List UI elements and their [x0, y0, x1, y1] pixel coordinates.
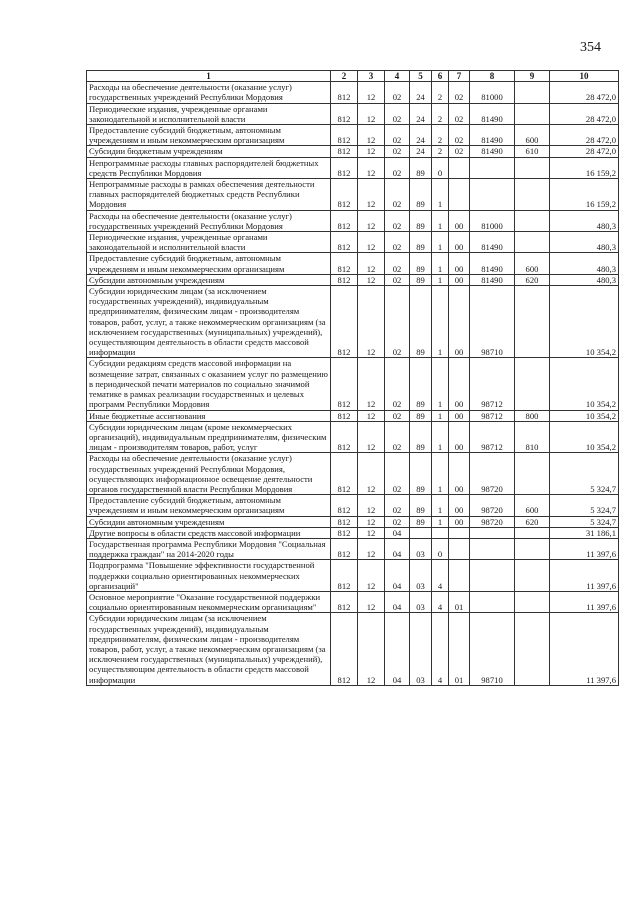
amount-cell: 16 159,2 [550, 157, 619, 178]
program-cell: 03 [410, 560, 432, 592]
section-cell: 12 [358, 495, 385, 516]
amount-cell: 28 472,0 [550, 82, 619, 103]
ministry-code-cell: 812 [331, 179, 358, 211]
row-name-cell: Предоставление субсидий бюджетным, автономным учреждениям и иным некоммерческим организациям [87, 495, 331, 516]
row-name-cell: Субсидии юридическим лицам (кроме некоммерческих организаций), индивидуальным предпринимателям, физическим лицам - производителям товаров, работ, услуг [87, 421, 331, 453]
table-body [87, 82, 619, 686]
table-row [87, 453, 619, 495]
subprogram-cell: 0 [432, 538, 449, 559]
ministry-code-cell: 812 [331, 210, 358, 231]
row-name-cell: Непрограммные расходы главных распорядителей бюджетных средств Республики Мордовия [87, 157, 331, 178]
program-cell: 89 [410, 253, 432, 274]
table-row [87, 157, 619, 178]
expense-code-cell: 81000 [470, 210, 515, 231]
row-name-cell: Основное мероприятие "Оказание государственной поддержки социально ориентированным некоммерческим организациям" [87, 591, 331, 612]
event-cell: 00 [449, 495, 470, 516]
expense-code-cell: 98720 [470, 495, 515, 516]
event-cell: 00 [449, 453, 470, 495]
ministry-code-cell: 812 [331, 410, 358, 421]
program-cell: 89 [410, 210, 432, 231]
subprogram-cell: 1 [432, 358, 449, 410]
event-cell [449, 560, 470, 592]
expense-type-cell [515, 591, 550, 612]
table-row [87, 421, 619, 453]
amount-cell: 5 324,7 [550, 516, 619, 527]
amount-cell: 28 472,0 [550, 103, 619, 124]
ministry-code-cell: 812 [331, 146, 358, 157]
amount-cell: 480,3 [550, 210, 619, 231]
expense-code-cell [470, 560, 515, 592]
row-name-cell: Предоставление субсидий бюджетным, автономным учреждениям и иным некоммерческим организациям [87, 253, 331, 274]
ministry-code-cell: 812 [331, 286, 358, 358]
row-name-cell: Расходы на обеспечение деятельности (оказание услуг) государственных учреждений Республики Мордовия [87, 82, 331, 103]
row-name-cell: Периодические издания, учрежденные органами законодательной и исполнительной власти [87, 103, 331, 124]
column-header: 1 [87, 71, 331, 82]
column-header: 5 [410, 71, 432, 82]
section-cell: 12 [358, 157, 385, 178]
table-row [87, 538, 619, 559]
amount-cell: 5 324,7 [550, 495, 619, 516]
event-cell: 00 [449, 410, 470, 421]
program-cell: 24 [410, 103, 432, 124]
ministry-code-cell: 812 [331, 453, 358, 495]
subsection-cell: 02 [385, 82, 410, 103]
section-cell: 12 [358, 146, 385, 157]
ministry-code-cell: 812 [331, 527, 358, 538]
expense-type-cell [515, 613, 550, 685]
expense-code-cell: 98720 [470, 453, 515, 495]
expense-type-cell: 610 [515, 146, 550, 157]
program-cell: 89 [410, 232, 432, 253]
ministry-code-cell: 812 [331, 613, 358, 685]
subprogram-cell: 1 [432, 495, 449, 516]
subprogram-cell: 1 [432, 410, 449, 421]
event-cell [449, 179, 470, 211]
amount-cell: 11 397,6 [550, 591, 619, 612]
subprogram-cell: 2 [432, 103, 449, 124]
event-cell [449, 527, 470, 538]
program-cell: 03 [410, 591, 432, 612]
subsection-cell: 04 [385, 560, 410, 592]
subprogram-cell: 1 [432, 453, 449, 495]
amount-cell: 28 472,0 [550, 125, 619, 146]
column-header: 6 [432, 71, 449, 82]
row-name-cell: Непрограммные расходы в рамках обеспечения деятельности главных распорядителей бюджетных средств Республики Мордовия [87, 179, 331, 211]
expense-type-cell [515, 527, 550, 538]
amount-cell: 11 397,6 [550, 538, 619, 559]
expense-type-cell [515, 453, 550, 495]
subsection-cell: 04 [385, 538, 410, 559]
subsection-cell: 04 [385, 527, 410, 538]
section-cell: 12 [358, 358, 385, 410]
subsection-cell: 02 [385, 495, 410, 516]
subsection-cell: 02 [385, 516, 410, 527]
event-cell [449, 538, 470, 559]
program-cell: 89 [410, 421, 432, 453]
section-cell: 12 [358, 421, 385, 453]
event-cell: 02 [449, 82, 470, 103]
subsection-cell: 02 [385, 157, 410, 178]
section-cell: 12 [358, 232, 385, 253]
table-row [87, 358, 619, 410]
event-cell: 02 [449, 125, 470, 146]
ministry-code-cell: 812 [331, 274, 358, 285]
program-cell: 89 [410, 274, 432, 285]
subprogram-cell: 2 [432, 82, 449, 103]
row-name-cell: Периодические издания, учрежденные органами законодательной и исполнительной власти [87, 232, 331, 253]
row-name-cell: Государственная программа Республики Мордовия "Социальная поддержка граждан" на 2014-2020 годы [87, 538, 331, 559]
expense-type-cell [515, 358, 550, 410]
ministry-code-cell: 812 [331, 421, 358, 453]
expense-type-cell [515, 232, 550, 253]
amount-cell: 11 397,6 [550, 560, 619, 592]
expense-type-cell [515, 103, 550, 124]
subsection-cell: 02 [385, 421, 410, 453]
subsection-cell: 02 [385, 358, 410, 410]
amount-cell: 5 324,7 [550, 453, 619, 495]
subprogram-cell: 1 [432, 274, 449, 285]
subsection-cell: 02 [385, 232, 410, 253]
expense-type-cell: 810 [515, 421, 550, 453]
subsection-cell: 02 [385, 210, 410, 231]
expense-type-cell [515, 286, 550, 358]
expense-code-cell [470, 157, 515, 178]
ministry-code-cell: 812 [331, 103, 358, 124]
column-header: 9 [515, 71, 550, 82]
table-row [87, 125, 619, 146]
table-row [87, 82, 619, 103]
program-cell: 89 [410, 516, 432, 527]
row-name-cell: Субсидии юридическим лицам (за исключением государственных учреждений), индивидуальным предпринимателям, физическим лицам - производителям товаров, работ, услуг, а также некоммерческим организациям (за исключением государственных (муниципальных) учреждений), осуществляющим деятельность в области средств массовой информации [87, 286, 331, 358]
amount-cell: 31 186,1 [550, 527, 619, 538]
program-cell: 89 [410, 495, 432, 516]
table-row [87, 495, 619, 516]
subsection-cell: 02 [385, 410, 410, 421]
section-cell: 12 [358, 410, 385, 421]
expense-code-cell: 98710 [470, 286, 515, 358]
expense-code-cell [470, 527, 515, 538]
ministry-code-cell: 812 [331, 232, 358, 253]
amount-cell: 10 354,2 [550, 286, 619, 358]
subprogram-cell: 1 [432, 421, 449, 453]
amount-cell: 10 354,2 [550, 410, 619, 421]
expense-type-cell: 800 [515, 410, 550, 421]
event-cell [449, 157, 470, 178]
ministry-code-cell: 812 [331, 591, 358, 612]
program-cell: 24 [410, 146, 432, 157]
column-header: 4 [385, 71, 410, 82]
ministry-code-cell: 812 [331, 82, 358, 103]
table-row [87, 410, 619, 421]
section-cell: 12 [358, 253, 385, 274]
section-cell: 12 [358, 613, 385, 685]
subsection-cell: 04 [385, 613, 410, 685]
program-cell: 89 [410, 410, 432, 421]
expense-type-cell: 600 [515, 125, 550, 146]
budget-table [86, 70, 619, 686]
column-header: 10 [550, 71, 619, 82]
expense-code-cell: 98720 [470, 516, 515, 527]
ministry-code-cell: 812 [331, 560, 358, 592]
expense-code-cell: 81490 [470, 232, 515, 253]
subprogram-cell: 1 [432, 253, 449, 274]
event-cell: 00 [449, 516, 470, 527]
expense-code-cell: 81490 [470, 274, 515, 285]
subprogram-cell [432, 527, 449, 538]
ministry-code-cell: 812 [331, 516, 358, 527]
event-cell: 01 [449, 591, 470, 612]
expense-type-cell [515, 179, 550, 211]
program-cell: 89 [410, 453, 432, 495]
expense-type-cell [515, 560, 550, 592]
event-cell: 00 [449, 421, 470, 453]
expense-code-cell [470, 179, 515, 211]
row-name-cell: Субсидии автономным учреждениям [87, 516, 331, 527]
row-name-cell: Другие вопросы в области средств массовой информации [87, 527, 331, 538]
subsection-cell: 02 [385, 103, 410, 124]
table-row [87, 179, 619, 211]
ministry-code-cell: 812 [331, 157, 358, 178]
expense-code-cell: 81490 [470, 253, 515, 274]
section-cell: 12 [358, 516, 385, 527]
event-cell: 00 [449, 358, 470, 410]
program-cell [410, 527, 432, 538]
subsection-cell: 04 [385, 591, 410, 612]
amount-cell: 28 472,0 [550, 146, 619, 157]
program-cell: 89 [410, 157, 432, 178]
event-cell: 01 [449, 613, 470, 685]
expense-code-cell: 81490 [470, 146, 515, 157]
table-row [87, 560, 619, 592]
section-cell: 12 [358, 538, 385, 559]
program-cell: 03 [410, 538, 432, 559]
event-cell: 00 [449, 286, 470, 358]
row-name-cell: Расходы на обеспечение деятельности (оказание услуг) государственных учреждений Республики Мордовия, осуществляющих информационное освещение деятельности органов государственной власти Республики Мордовия [87, 453, 331, 495]
table-row [87, 274, 619, 285]
expense-code-cell [470, 538, 515, 559]
table-row [87, 253, 619, 274]
expense-code-cell: 98712 [470, 421, 515, 453]
event-cell: 00 [449, 274, 470, 285]
row-name-cell: Иные бюджетные ассигнования [87, 410, 331, 421]
table-row [87, 613, 619, 685]
event-cell: 00 [449, 232, 470, 253]
expense-type-cell [515, 210, 550, 231]
amount-cell: 16 159,2 [550, 179, 619, 211]
program-cell: 89 [410, 358, 432, 410]
table-row [87, 516, 619, 527]
subprogram-cell: 4 [432, 613, 449, 685]
amount-cell: 480,3 [550, 274, 619, 285]
subprogram-cell: 2 [432, 125, 449, 146]
subprogram-cell: 4 [432, 591, 449, 612]
subprogram-cell: 1 [432, 516, 449, 527]
program-cell: 24 [410, 82, 432, 103]
expense-type-cell [515, 538, 550, 559]
section-cell: 12 [358, 210, 385, 231]
subprogram-cell: 0 [432, 157, 449, 178]
subprogram-cell: 1 [432, 232, 449, 253]
ministry-code-cell: 812 [331, 538, 358, 559]
table-row [87, 232, 619, 253]
ministry-code-cell: 812 [331, 495, 358, 516]
column-header: 8 [470, 71, 515, 82]
amount-cell: 10 354,2 [550, 358, 619, 410]
section-cell: 12 [358, 179, 385, 211]
table-row [87, 591, 619, 612]
expense-code-cell: 98712 [470, 358, 515, 410]
event-cell: 02 [449, 103, 470, 124]
program-cell: 24 [410, 125, 432, 146]
row-name-cell: Субсидии автономным учреждениям [87, 274, 331, 285]
expense-type-cell: 600 [515, 253, 550, 274]
expense-code-cell: 81000 [470, 82, 515, 103]
expense-code-cell: 81490 [470, 125, 515, 146]
amount-cell: 480,3 [550, 232, 619, 253]
section-cell: 12 [358, 82, 385, 103]
expense-type-cell: 600 [515, 495, 550, 516]
table-row [87, 527, 619, 538]
row-name-cell: Подпрограмма "Повышение эффективности государственной поддержки социально ориентированных некоммерческих организаций" [87, 560, 331, 592]
section-cell: 12 [358, 591, 385, 612]
row-name-cell: Субсидии юридическим лицам (за исключением государственных учреждений), индивидуальным предпринимателям, физическим лицам - производителям товаров, работ, услуг, а также некоммерческим организациям (за исключением государственных (муниципальных) учреждений), осуществляющим деятельность в области средств массовой информации [87, 613, 331, 685]
subprogram-cell: 4 [432, 560, 449, 592]
program-cell: 89 [410, 286, 432, 358]
subsection-cell: 02 [385, 274, 410, 285]
column-header: 3 [358, 71, 385, 82]
subsection-cell: 02 [385, 286, 410, 358]
column-header: 2 [331, 71, 358, 82]
event-cell: 02 [449, 146, 470, 157]
expense-type-cell [515, 82, 550, 103]
subprogram-cell: 1 [432, 179, 449, 211]
row-name-cell: Предоставление субсидий бюджетным, автономным учреждениям и иным некоммерческим организациям [87, 125, 331, 146]
expense-type-cell [515, 157, 550, 178]
table-header-row [87, 71, 619, 82]
table-row [87, 146, 619, 157]
expense-code-cell: 98712 [470, 410, 515, 421]
table-row [87, 286, 619, 358]
amount-cell: 11 397,6 [550, 613, 619, 685]
subsection-cell: 02 [385, 253, 410, 274]
section-cell: 12 [358, 125, 385, 146]
section-cell: 12 [358, 274, 385, 285]
row-name-cell: Субсидии бюджетным учреждениям [87, 146, 331, 157]
subsection-cell: 02 [385, 179, 410, 211]
table-row [87, 210, 619, 231]
section-cell: 12 [358, 560, 385, 592]
page-number: 354 [580, 40, 601, 55]
section-cell: 12 [358, 286, 385, 358]
ministry-code-cell: 812 [331, 253, 358, 274]
ministry-code-cell: 812 [331, 358, 358, 410]
expense-type-cell: 620 [515, 516, 550, 527]
subprogram-cell: 2 [432, 146, 449, 157]
subsection-cell: 02 [385, 125, 410, 146]
subsection-cell: 02 [385, 146, 410, 157]
amount-cell: 480,3 [550, 253, 619, 274]
row-name-cell: Расходы на обеспечение деятельности (оказание услуг) государственных учреждений Республики Мордовия [87, 210, 331, 231]
subsection-cell: 02 [385, 453, 410, 495]
column-header: 7 [449, 71, 470, 82]
expense-code-cell [470, 591, 515, 612]
amount-cell: 10 354,2 [550, 421, 619, 453]
row-name-cell: Субсидии редакциям средств массовой информации на возмещение затрат, связанных с оказанием услуг по размещению в периодической печати материалов по социально значимой тематике в рамках реализации государственных и целевых программ Республики Мордовия [87, 358, 331, 410]
expense-code-cell: 81490 [470, 103, 515, 124]
expense-type-cell: 620 [515, 274, 550, 285]
section-cell: 12 [358, 527, 385, 538]
event-cell: 00 [449, 210, 470, 231]
subprogram-cell: 1 [432, 286, 449, 358]
section-cell: 12 [358, 453, 385, 495]
expense-code-cell: 98710 [470, 613, 515, 685]
ministry-code-cell: 812 [331, 125, 358, 146]
section-cell: 12 [358, 103, 385, 124]
program-cell: 89 [410, 179, 432, 211]
table-row [87, 103, 619, 124]
program-cell: 03 [410, 613, 432, 685]
event-cell: 00 [449, 253, 470, 274]
subprogram-cell: 1 [432, 210, 449, 231]
